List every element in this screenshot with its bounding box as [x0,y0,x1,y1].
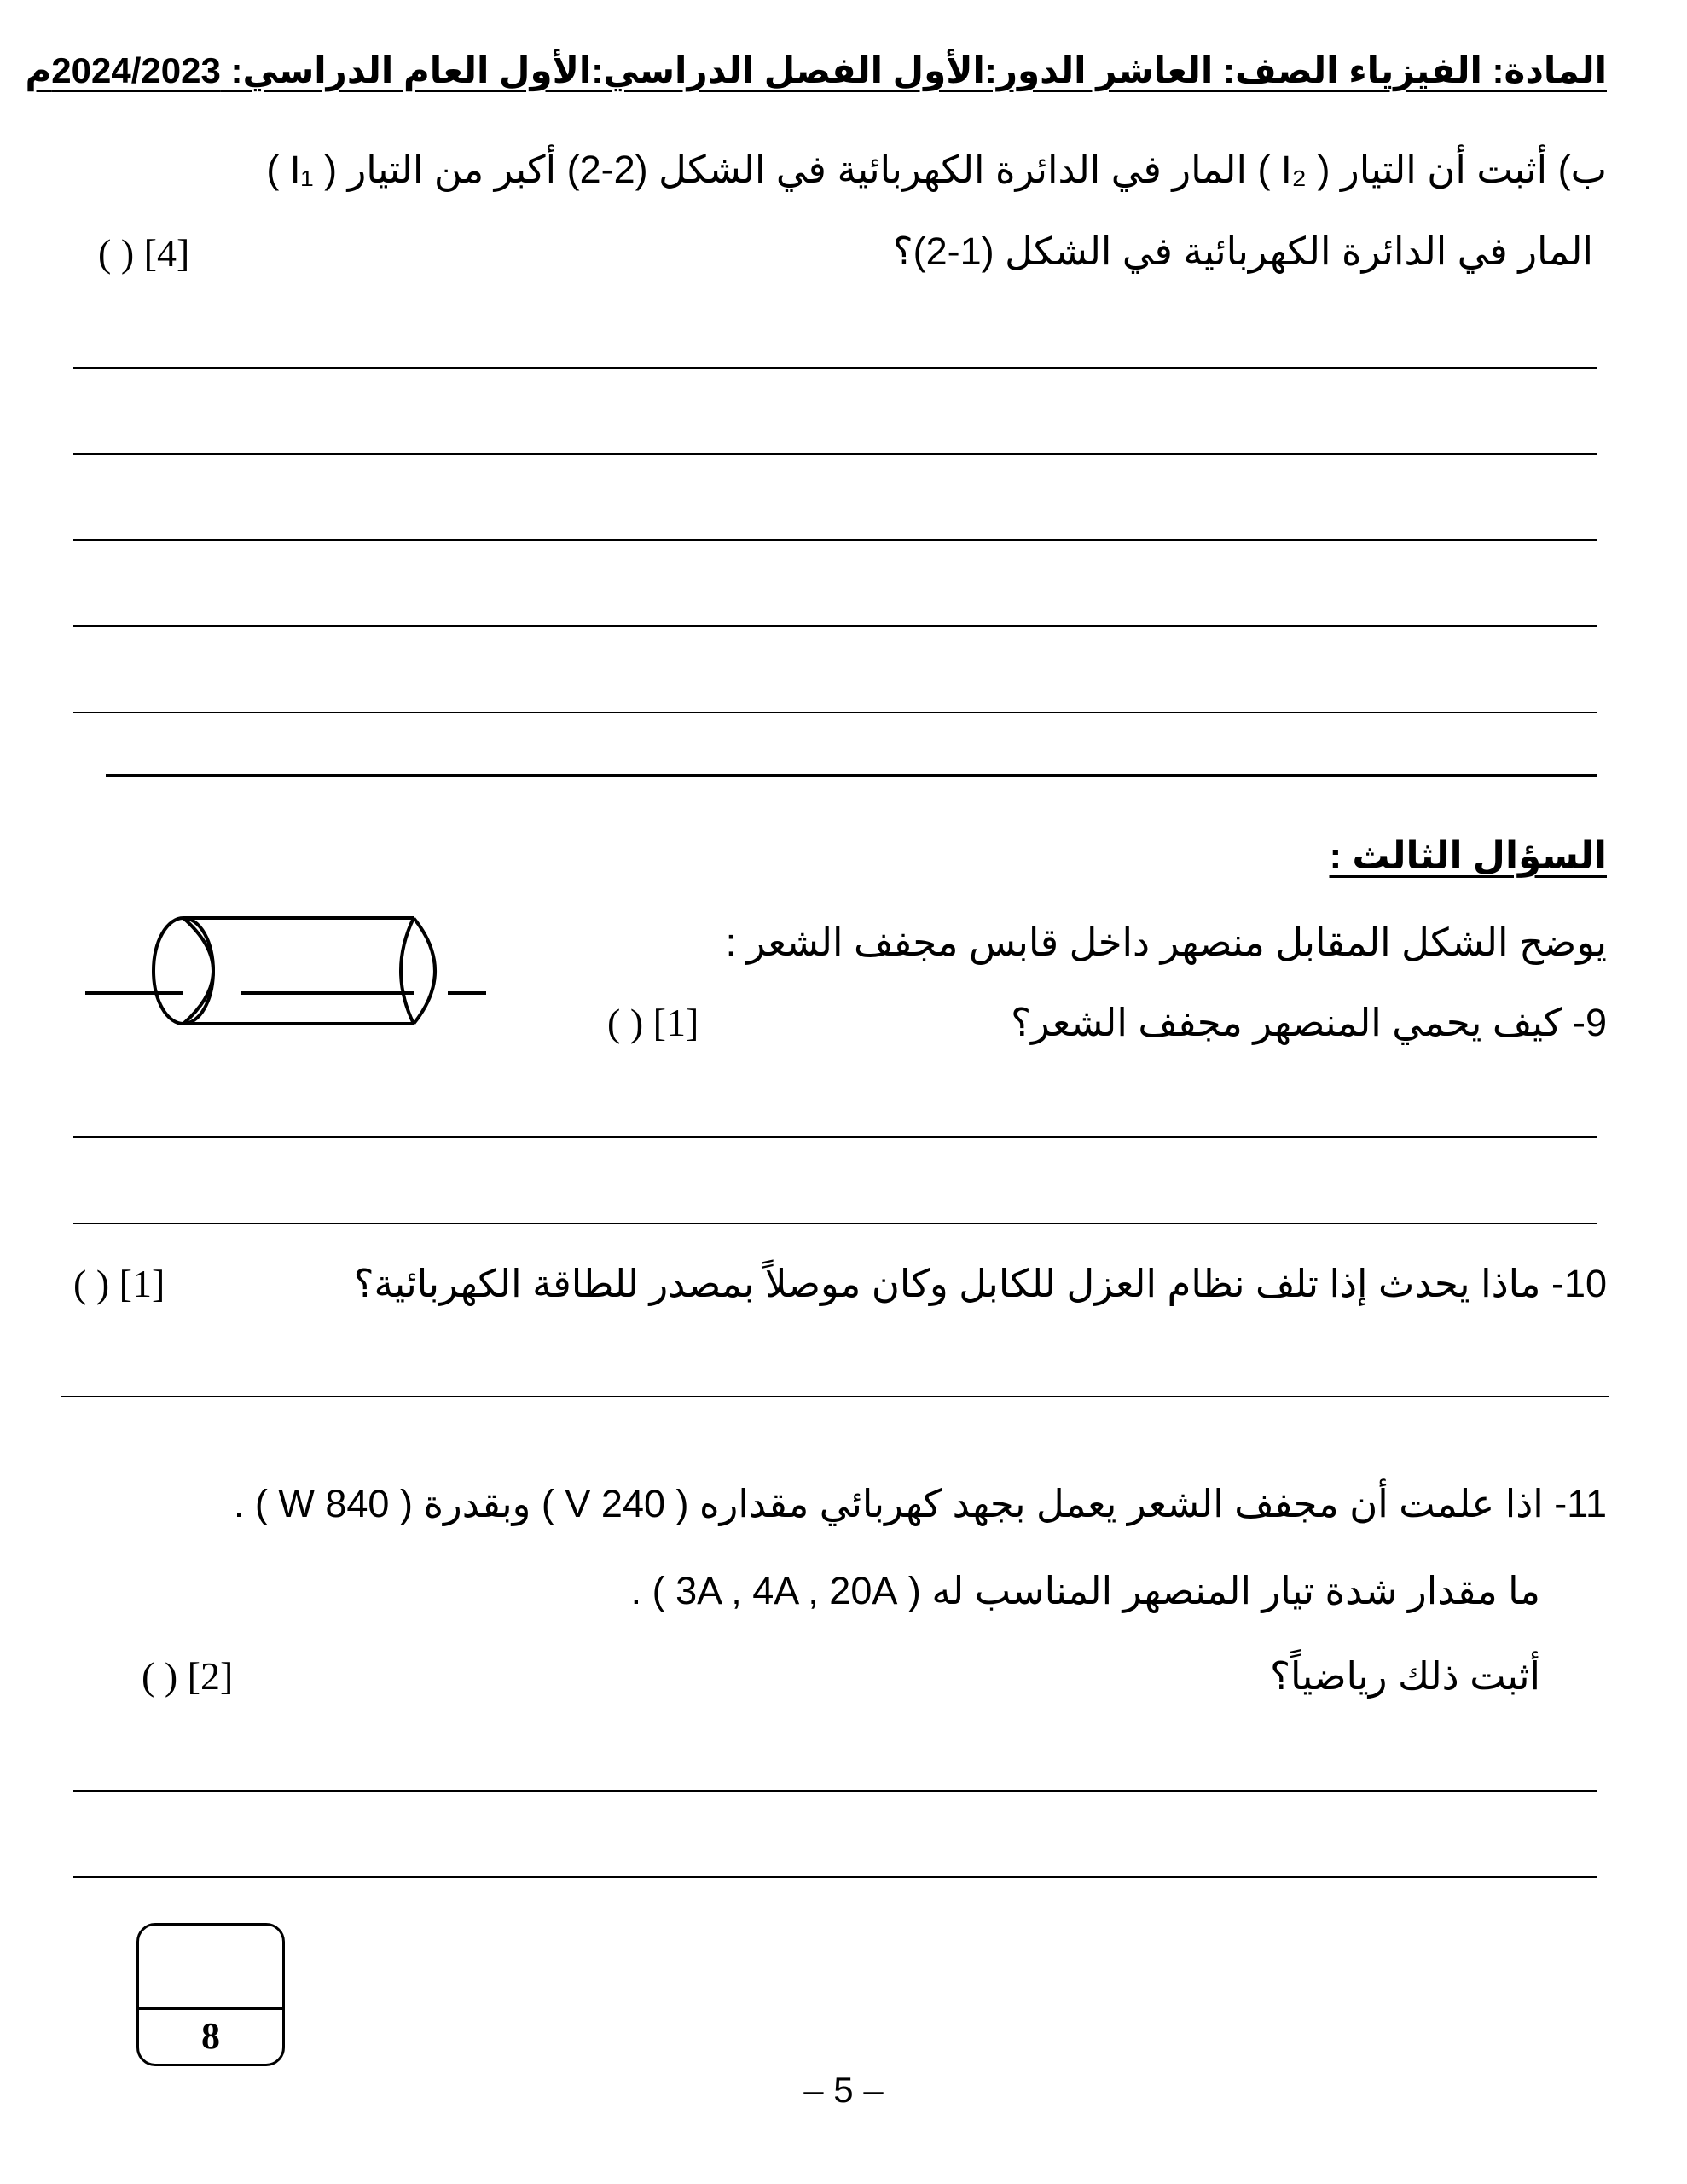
answer-line[interactable] [61,1396,1609,1397]
answer-line[interactable] [73,453,1597,455]
page-header: المادة: الفيزياء الصف: العاشر الدور:الأول الفصل الدراسي:الأول العام الدراسي: 2024/2023م [25,50,1607,90]
answer-line[interactable] [73,1136,1597,1138]
score-box-divider [139,2007,282,2010]
answer-line[interactable] [73,625,1597,627]
question-9: 9- كيف يحمي المنصهر مجفف الشعر؟ [1011,1001,1607,1044]
question-b-line2: المار في الدائرة الكهربائية في الشكل (1-2)؟ [892,229,1593,273]
fuse-diagram [85,911,495,1039]
answer-line[interactable] [73,712,1597,713]
score-box [136,1923,285,2066]
question-10-marks: ( ) [1] [73,1262,165,1305]
answer-line[interactable] [73,1876,1597,1878]
question-b-marks: ( ) [4] [98,231,190,275]
fuse-cap-left [154,918,213,1024]
answer-line[interactable] [73,1223,1597,1224]
question-11-line3: أثبت ذلك رياضياً؟ [1270,1654,1540,1698]
page-number: – 5 – [803,2070,884,2110]
answer-line[interactable] [73,539,1597,541]
fuse-cap-right [414,918,435,1024]
question-10: 10- ماذا يحدث إذا تلف نظام العزل للكابل وكان موصلاً بمصدر للطاقة الكهربائية؟ [353,1262,1607,1305]
question-9-marks: ( ) [1] [607,1001,699,1044]
question-11-line2: ما مقدار شدة تيار المنصهر المناسب له ( 3A , 4A , 20A ) . [630,1569,1540,1612]
question-11-line1: 11- اذا علمت أن مجفف الشعر يعمل بجهد كهربائي مقداره ( 240 V ) وبقدرة ( 840 W ) . [233,1482,1607,1525]
answer-line[interactable] [73,1790,1597,1792]
section-title: السؤال الثالث : [1329,835,1607,877]
score-total: 8 [201,2015,220,2057]
answer-line[interactable] [73,367,1597,369]
fuse-band-left [183,918,213,1024]
section-intro: يوضح الشكل المقابل منصهر داخل قابس مجفف الشعر : [725,921,1607,964]
question-b-line1: ب) أثبت أن التيار ( I₂ ) المار في الدائرة الكهربائية في الشكل (2-2) أكبر من التيار ( I₁ ) [266,148,1607,191]
fuse-band-right-inner [401,918,414,1024]
question-11-marks: ( ) [2] [142,1654,234,1698]
section-divider [106,774,1597,777]
